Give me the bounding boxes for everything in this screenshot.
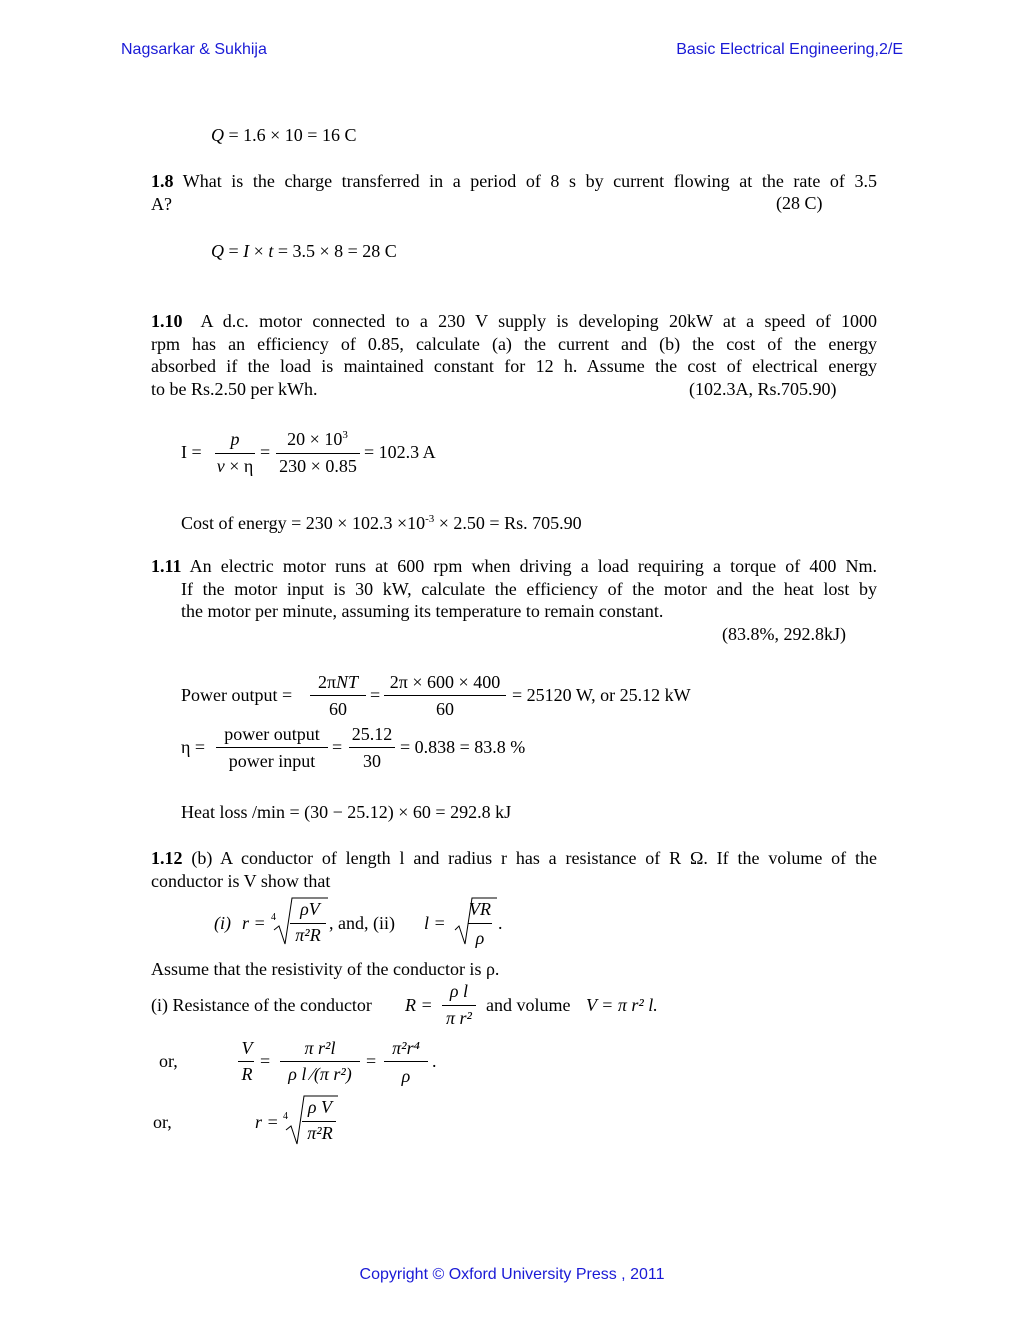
assumption: Assume that the resistivity of the conductor is ρ. [151,959,500,979]
header-right: Basic Electrical Engineering,2/E [676,41,903,58]
problem-1-10: 1.10 A d.c. motor connected to a 230 V supply is developing 20kW at a speed of 1000 rpm has an efficiency of 0.85, calculate (a) the current and (b) the cost of the energy absorbed if the load is maintained constant for 12 h. Assume the cost of electrical energy to be Rs.2.50 per kWh. [151,311,877,399]
footer-copyright: Copyright © Oxford University Press , 2011 [359,1266,665,1283]
problem-number: 1.10 [151,311,183,331]
problem-number: 1.11 [151,556,182,576]
problem-number: 1.8 [151,171,174,191]
problem-1-12: 1.12 (b) A conductor of length l and radius r has a resistance of R Ω. If the volume of the conductor is V show that [151,848,877,891]
answer-1-10: (102.3A, Rs.705.90) [689,379,837,399]
problem-1-11: 1.11 An electric motor runs at 600 rpm when driving a load requiring a torque of 400 Nm. If the motor input is 30 kW, calculate the efficiency of the motor and the heat lost by the motor per minute, assuming its temperature to remain constant. [151,556,877,622]
heat-loss: Heat loss /min = (30 − 25.12) × 60 = 292.8 kJ [181,802,512,822]
answer-1-11: (83.8%, 292.8kJ) [722,624,846,644]
problem-number: 1.12 [151,848,183,868]
cost-of-energy: Cost of energy = $230 \times 102.3 \times 10^{-3} \times 2.50 = Rs$. 705.90 [181,513,582,533]
problem-1-8: 1.8 What is the charge transferred in a period of 8 s by current flowing at the rate of 3.5 A? [151,171,877,214]
answer-1-8: (28 C) [776,193,823,213]
solution-1-8: Q = I × t = 3.5 × 8 = 28 C [211,241,397,261]
equation-charge-prev: Q = 1.6 × 10 = 16 C [211,125,357,145]
header-left: Nagsarkar & Sukhija [121,41,267,58]
